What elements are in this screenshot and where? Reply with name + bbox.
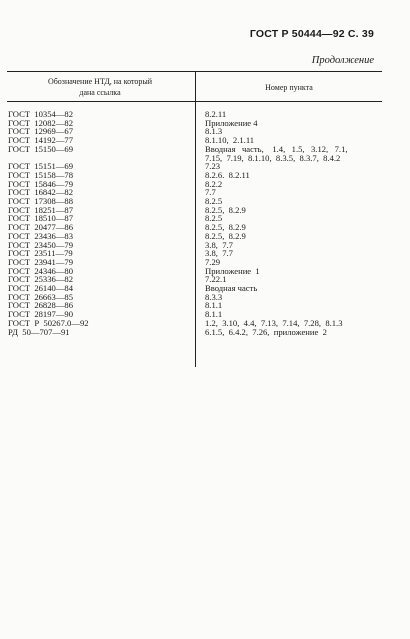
table-row-item: 8.2.11 xyxy=(205,109,227,119)
table-row-item: 8.2.5, 8.2.9 xyxy=(205,230,246,241)
table-row-item: Вводная часть, 1.4, 1.5, 3.12, 7.1, xyxy=(205,143,348,154)
column-header-doc-ref-line2: дана ссылка xyxy=(79,88,121,97)
table-row-item: 8.2.5 xyxy=(205,213,223,224)
table-row-item: 8.2.6. 8.2.11 xyxy=(205,169,250,180)
table-row-item: 7.22.1 xyxy=(205,274,227,285)
table-row-reference: ГОСТ 15158—78 xyxy=(8,169,74,180)
table-row-reference: ГОСТ 15150—69 xyxy=(8,143,74,154)
table-row-reference: ГОСТ 23450—79 xyxy=(8,239,74,250)
table-row-item: 8.2.2 xyxy=(205,178,223,189)
table-row-item-continuation: 7.15, 7.19, 8.1.10, 8.3.5, 8.3.7, 8.4.2 xyxy=(205,152,341,163)
table-row-reference: ГОСТ 23511—79 xyxy=(8,248,73,259)
table-row-item: 8.2.5, 8.2.9 xyxy=(205,204,246,215)
table-row-reference: ГОСТ 15151—69 xyxy=(8,161,74,172)
table-row-reference: ГОСТ 25336—82 xyxy=(8,274,74,285)
table-row-reference: ГОСТ Р 50267.0—92 xyxy=(8,317,89,328)
table-row-item: 8.1.3 xyxy=(205,126,223,137)
table-row-item: 1.2, 3.10, 4.4, 7.13, 7.14, 7.28, 8.1.3 xyxy=(205,317,343,328)
table-row-reference: ГОСТ 26828—86 xyxy=(8,300,74,311)
page-header-doc-ref: ГОСТ Р 50444—92 С. 39 xyxy=(249,28,374,40)
table-row-reference: ГОСТ 16842—82 xyxy=(8,187,74,198)
table-row-item: Вводная часть xyxy=(205,283,258,293)
table-row-item: 8.2.5 xyxy=(205,196,223,206)
table-row-item: 7.23 xyxy=(205,161,221,172)
table-row-reference: ГОСТ 14192—77 xyxy=(8,135,74,146)
column-header-doc-ref-line1: Обозначение НТД, на который xyxy=(47,77,153,86)
continuation-label: Продолжение xyxy=(311,55,374,66)
table-row-item: 7.29 xyxy=(205,256,221,267)
table-row-reference: ГОСТ 15846—79 xyxy=(8,178,74,189)
table-row-reference: ГОСТ 20477—86 xyxy=(8,222,74,233)
table-row-item: 8.1.10, 2.1.11 xyxy=(205,135,255,146)
table-row-item: 7.7 xyxy=(205,187,216,198)
table-row-reference: ГОСТ 18251—87 xyxy=(8,204,74,215)
table-column-divider xyxy=(195,71,196,367)
table-row-item: Приложение 4 xyxy=(205,117,258,128)
column-header-doc-ref xyxy=(10,76,190,98)
table-row-item: 8.1.1 xyxy=(205,300,223,311)
table-row-reference: РД 50—707—91 xyxy=(8,326,70,337)
table-row-item: Приложение 1 xyxy=(205,265,260,276)
table-row-item: 8.1.1 xyxy=(205,309,223,320)
table-row-reference: ГОСТ 18510—87 xyxy=(8,213,74,224)
table-row-reference: ГОСТ 28197—90 xyxy=(8,309,74,320)
table-row-item: 6.1.5, 6.4.2, 7.26, приложение 2 xyxy=(205,326,327,337)
column-header-item-number: Номер пункта xyxy=(265,83,313,92)
table-row-reference: ГОСТ 26140—84 xyxy=(8,283,74,293)
table-row-reference: ГОСТ 17308—88 xyxy=(8,196,74,206)
table-row-item: 3.8, 7.7 xyxy=(205,248,233,259)
table-row-reference: ГОСТ 26663—85 xyxy=(8,291,74,302)
table-row-item: 8.2.5, 8.2.9 xyxy=(205,222,246,233)
table-row-reference: ГОСТ 10354—82 xyxy=(8,109,74,119)
table-row-reference: ГОСТ 12969—67 xyxy=(8,126,74,137)
table-row-reference: ГОСТ 23436—83 xyxy=(8,230,74,241)
table-row-reference: ГОСТ 23941—79 xyxy=(8,256,74,267)
table-row-reference: ГОСТ 24346—80 xyxy=(8,265,74,276)
table-row-item: 3.8, 7.7 xyxy=(205,239,233,250)
table-row-reference: ГОСТ 12082—82 xyxy=(8,117,74,128)
table-row-item: 8.3.3 xyxy=(205,291,223,302)
